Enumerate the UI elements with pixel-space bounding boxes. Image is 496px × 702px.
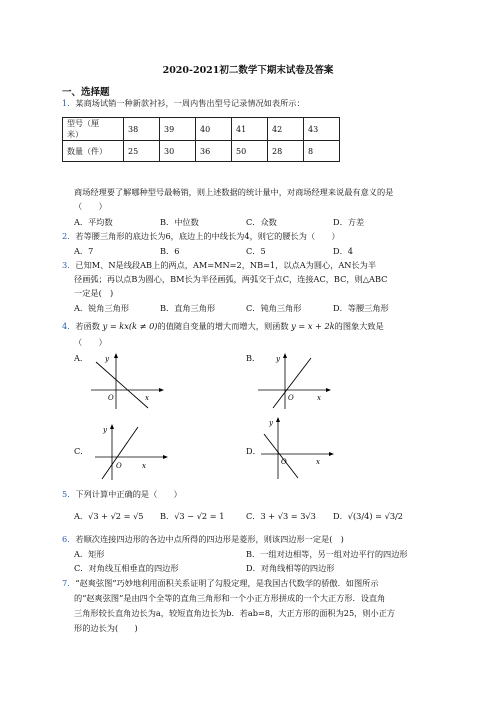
origin-label: O bbox=[108, 394, 114, 402]
axis-x-label: x bbox=[142, 462, 146, 470]
question-text: 已知M、N是线段AB上的两点，AM=MN=2，NB=1，以点A为圆心，AN长为半 bbox=[75, 260, 377, 270]
table-row bbox=[63, 118, 340, 141]
q3-option-c[interactable]: C．钝角三角形 bbox=[246, 303, 302, 313]
question-number: 5． bbox=[62, 489, 76, 499]
origin-label: O bbox=[116, 462, 122, 470]
q5-option-c[interactable]: C．3 + √3 = 3√3 bbox=[246, 511, 316, 521]
q1-option-a[interactable]: A．平均数 bbox=[74, 217, 113, 227]
table-cell: 50 bbox=[232, 141, 268, 162]
question-text: 某商场试销一种新款衬衫，一周内售出型号记录情况如表所示： bbox=[75, 98, 305, 108]
q2-option-a[interactable]: A．7 bbox=[74, 246, 94, 256]
question-number: 3． bbox=[62, 260, 76, 270]
page-title: 2020-2021初二数学下期末试卷及答案 bbox=[162, 65, 334, 76]
question-number: 7． bbox=[62, 578, 76, 588]
q2-option-b[interactable]: B．6 bbox=[160, 246, 180, 256]
q5-option-d[interactable]: D．√(3/4) = √3/2 bbox=[333, 511, 403, 521]
question-5-stem bbox=[62, 489, 182, 500]
q2-option-c[interactable]: C．5 bbox=[246, 246, 266, 256]
table-cell: 25 bbox=[124, 141, 160, 162]
question-4-line1 bbox=[62, 321, 384, 332]
table-cell: 38 bbox=[124, 118, 160, 141]
table-header-size: 型号（厘 米） bbox=[63, 118, 124, 141]
question-1-line3: （ ） bbox=[74, 201, 107, 211]
question-number: 1． bbox=[62, 98, 76, 108]
origin-label: O bbox=[288, 394, 294, 402]
question-7-line2: 的“赵爽弦图”是由四个全等的直角三角形和一个小正方形拼成的一个大正方形．设直角 bbox=[74, 593, 386, 603]
axis-x-label: x bbox=[316, 458, 320, 466]
question-4-line2: （ ） bbox=[74, 337, 107, 347]
table-cell: 40 bbox=[196, 118, 232, 141]
question-7-line4: 形的边长为( ) bbox=[74, 623, 138, 633]
question-text: 若等腰三角形的底边长为6，底边上的中线长为4，则它的腰长为（ ） bbox=[75, 231, 340, 241]
q4-option-d[interactable]: D． bbox=[246, 446, 261, 456]
table-cell: 30 bbox=[160, 141, 196, 162]
q3-option-d[interactable]: D．等腰三角形 bbox=[333, 303, 389, 313]
question-number: 4． bbox=[62, 321, 76, 331]
axis-y-label: y bbox=[103, 426, 107, 434]
graph-a[interactable] bbox=[88, 352, 166, 410]
table-cell: 42 bbox=[268, 118, 304, 141]
question-1-stem bbox=[62, 98, 305, 109]
table-cell: 43 bbox=[304, 118, 340, 141]
table-cell: 41 bbox=[232, 118, 268, 141]
q6-option-b[interactable]: B．一组对边相等，另一组对边平行的四边形 bbox=[246, 549, 408, 559]
axis-y-label: y bbox=[269, 419, 273, 427]
question-number: 6． bbox=[62, 534, 76, 544]
q4-option-b[interactable]: B． bbox=[246, 353, 261, 363]
q1-option-b[interactable]: B．中位数 bbox=[160, 217, 199, 227]
table-header-count: 数量（件） bbox=[63, 141, 124, 162]
section-heading: 一、选择题 bbox=[62, 87, 110, 98]
q5-option-a[interactable]: A．√3 + √2 = √5 bbox=[74, 511, 144, 521]
q1-option-c[interactable]: C．众数 bbox=[246, 217, 277, 227]
question-1-line2: 商场经理要了解哪种型号最畅销，则上述数据的统计量中，对商场经理来说最有意义的是 bbox=[74, 187, 394, 197]
question-text: 的值随自变量的增大而增大，则函数 bbox=[157, 321, 289, 331]
function-formula: y = x + 2k bbox=[291, 321, 335, 331]
origin-label: O bbox=[281, 458, 287, 466]
axis-y-label: y bbox=[105, 355, 109, 363]
axis-y-label: y bbox=[276, 355, 280, 363]
table-cell: 28 bbox=[268, 141, 304, 162]
question-3-line3: 一定是( ) bbox=[74, 288, 114, 298]
question-text: 的图象大致是 bbox=[334, 321, 384, 331]
q6-option-c[interactable]: C．对角线互相垂直的四边形 bbox=[74, 563, 179, 573]
q4-option-a[interactable]: A． bbox=[74, 353, 89, 363]
table-cell: 36 bbox=[196, 141, 232, 162]
table-cell: 8 bbox=[304, 141, 340, 162]
size-sales-table bbox=[62, 117, 340, 162]
table-row bbox=[63, 141, 340, 162]
question-text: 下列计算中正确的是（ ） bbox=[75, 489, 182, 499]
question-3-line2: 径画弧；再以点B为圆心，BM长为半径画弧，两弧交于点C，连接AC，BC，则△ABC bbox=[74, 274, 388, 284]
q6-option-a[interactable]: A．矩形 bbox=[74, 549, 105, 559]
question-text: “赵爽弦图”巧妙地利用面积关系证明了勾股定理，是我国古代数学的骄傲．如图所示 bbox=[75, 578, 379, 588]
axis-x-label: x bbox=[317, 394, 321, 402]
graph-c[interactable] bbox=[92, 423, 170, 481]
graph-b[interactable] bbox=[255, 352, 333, 410]
q3-option-b[interactable]: B．直角三角形 bbox=[160, 303, 216, 313]
q1-option-d[interactable]: D．方差 bbox=[333, 217, 365, 227]
q5-option-b[interactable]: B．√3 − √2 = 1 bbox=[160, 511, 225, 521]
question-number: 2． bbox=[62, 231, 76, 241]
question-3-line1 bbox=[62, 260, 376, 271]
question-7-line1 bbox=[62, 578, 379, 589]
axis-x-label: x bbox=[145, 394, 149, 402]
table-cell: 39 bbox=[160, 118, 196, 141]
q3-option-a[interactable]: A．锐角三角形 bbox=[74, 303, 130, 313]
question-text: 若顺次连接四边形的各边中点所得的四边形是菱形，则该四边形一定是( ) bbox=[75, 534, 344, 544]
question-text: 若函数 bbox=[75, 321, 100, 331]
question-7-line3: 三角形较长直角边长为a，较短直角边长为b．若ab=8，大正方形的面积为25，则小正方 bbox=[74, 608, 396, 618]
q6-option-d[interactable]: D．对角线相等的四边形 bbox=[246, 563, 335, 573]
graph-d[interactable] bbox=[258, 416, 336, 480]
q2-option-d[interactable]: D．4 bbox=[333, 246, 353, 256]
question-6-stem bbox=[62, 534, 344, 545]
q4-option-c[interactable]: C． bbox=[74, 446, 89, 456]
function-formula: y = kx(k ≠ 0) bbox=[102, 321, 158, 331]
question-2-stem bbox=[62, 231, 340, 242]
